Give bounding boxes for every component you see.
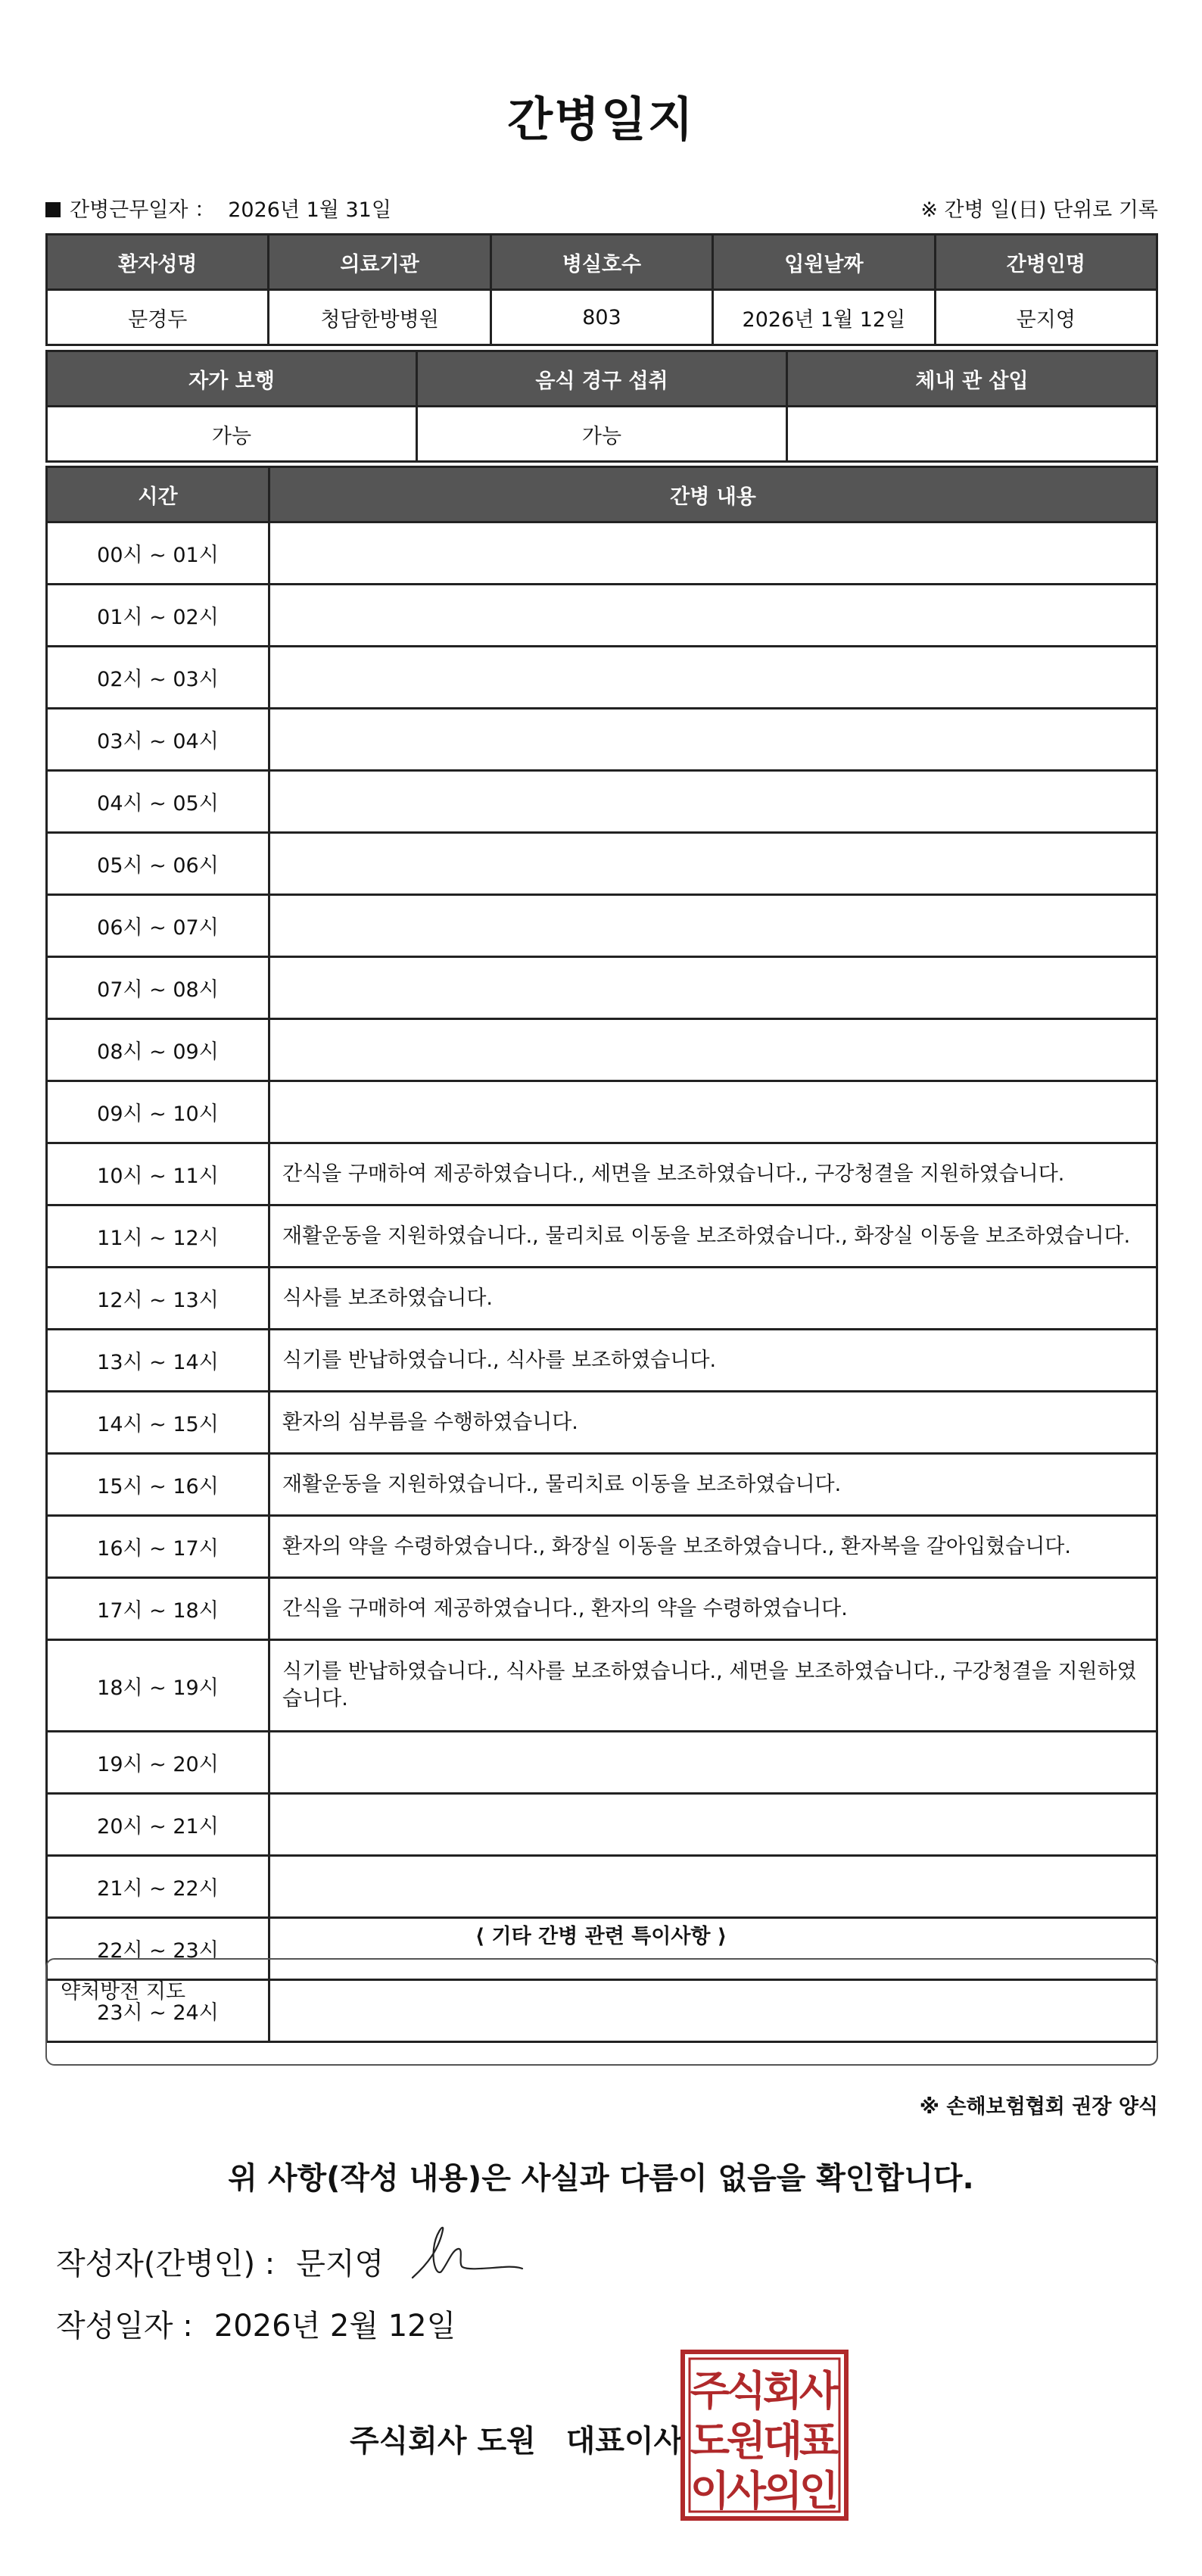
log-row	[47, 1392, 1157, 1454]
log-time: 18시 ~ 19시	[47, 1640, 269, 1732]
admission-date: 2026년 1월 12일	[713, 290, 935, 345]
company-seal-stamp	[680, 2349, 849, 2521]
patient-header-row	[47, 235, 1157, 290]
log-time: 04시 ~ 05시	[47, 771, 269, 833]
written-date-label: 작성일자 :	[56, 2309, 193, 2344]
log-row	[47, 1516, 1157, 1578]
log-content	[269, 895, 1157, 957]
walking-status: 가능	[47, 407, 417, 462]
log-content: 환자의 약을 수령하였습니다., 화장실 이동을 보조하였습니다., 환자복을 갈아입혔습니다.	[269, 1516, 1157, 1578]
log-time: 09시 ~ 10시	[47, 1081, 269, 1143]
unit-note: ※ 간병 일(日) 단위로 기록	[920, 198, 1158, 222]
log-content: 간식을 구매하여 제공하였습니다., 세면을 보조하였습니다., 구강청결을 지원하였습니다.	[269, 1143, 1157, 1205]
work-date-value: 2026년 1월 31일	[228, 198, 391, 222]
log-time: 20시 ~ 21시	[47, 1794, 269, 1856]
log-content	[269, 522, 1157, 585]
log-content	[269, 1732, 1157, 1794]
hospital-name: 청담한방병원	[269, 290, 490, 345]
log-time: 08시 ~ 09시	[47, 1019, 269, 1081]
log-row	[47, 709, 1157, 771]
writer-label: 작성자(간병인) :	[56, 2247, 276, 2281]
log-time: 07시 ~ 08시	[47, 957, 269, 1019]
log-row	[47, 1640, 1157, 1732]
header-caregiver: 간병인명	[935, 235, 1157, 290]
log-content: 식기를 반납하였습니다., 식사를 보조하였습니다.	[269, 1330, 1157, 1392]
log-time: 05시 ~ 06시	[47, 833, 269, 895]
seal-character: 회	[762, 2367, 803, 2415]
seal-character: 사	[799, 2367, 839, 2415]
log-time: 16시 ~ 17시	[47, 1516, 269, 1578]
header-room: 병실호수	[490, 235, 712, 290]
company-signature-line	[350, 2417, 683, 2460]
log-row	[47, 1330, 1157, 1392]
header-oral-intake: 음식 경구 섭취	[417, 351, 787, 407]
work-date-label: 간병근무일자 ：	[70, 198, 216, 222]
confirmation-statement: 위 사항(작성 내용)은 사실과 다름이 없음을 확인합니다.	[228, 2161, 974, 2196]
care-log-table	[45, 466, 1158, 2043]
log-time: 17시 ~ 18시	[47, 1578, 269, 1640]
log-row	[47, 1081, 1157, 1143]
log-time: 15시 ~ 16시	[47, 1454, 269, 1516]
header-admission-date: 입원날짜	[713, 235, 935, 290]
log-content	[269, 1081, 1157, 1143]
log-content	[269, 957, 1157, 1019]
tube-status	[787, 407, 1157, 462]
special-notes-title: ⟨ 기타 간병 관련 특이사항 ⟩	[475, 1925, 727, 1948]
form-source-note: ※ 손해보험협회 권장 양식	[919, 2095, 1158, 2119]
log-row	[47, 1268, 1157, 1330]
log-time: 02시 ~ 03시	[47, 647, 269, 709]
log-row	[47, 1019, 1157, 1081]
log-row	[47, 895, 1157, 957]
writer-line	[56, 2240, 384, 2283]
log-row	[47, 1794, 1157, 1856]
log-content	[269, 1019, 1157, 1081]
patient-value-row	[47, 290, 1157, 345]
seal-character: 식	[726, 2367, 767, 2415]
oral-intake-status: 가능	[417, 407, 787, 462]
log-row	[47, 647, 1157, 709]
log-content	[269, 585, 1157, 647]
log-content: 환자의 심부름을 수행하였습니다.	[269, 1392, 1157, 1454]
seal-character: 사	[726, 2467, 767, 2515]
log-row	[47, 1205, 1157, 1268]
log-time: 19시 ~ 20시	[47, 1732, 269, 1794]
log-content: 재활운동을 지원하였습니다., 물리치료 이동을 보조하였습니다.	[269, 1454, 1157, 1516]
header-patient-name: 환자성명	[47, 235, 269, 290]
log-row	[47, 957, 1157, 1019]
log-content: 식사를 보조하였습니다.	[269, 1268, 1157, 1330]
log-time: 13시 ~ 14시	[47, 1330, 269, 1392]
log-content: 식기를 반납하였습니다., 식사를 보조하였습니다., 세면을 보조하였습니다., 구강청결을 지원하였습니다.	[269, 1640, 1157, 1732]
log-time: 11시 ~ 12시	[47, 1205, 269, 1268]
header-time: 시간	[47, 467, 269, 522]
square-bullet-icon	[45, 202, 61, 217]
log-time: 06시 ~ 07시	[47, 895, 269, 957]
seal-character: 이	[690, 2467, 730, 2515]
header-tube: 체내 관 삽입	[787, 351, 1157, 407]
log-row	[47, 1856, 1157, 1918]
signature-image	[405, 2219, 526, 2287]
header-hospital: 의료기관	[269, 235, 490, 290]
log-content	[269, 647, 1157, 709]
log-row	[47, 1454, 1157, 1516]
log-time: 23시 ~ 24시	[47, 1980, 269, 2042]
header-walking: 자가 보행	[47, 351, 417, 407]
log-time: 22시 ~ 23시	[47, 1918, 269, 1980]
log-row	[47, 1732, 1157, 1794]
log-row	[47, 771, 1157, 833]
log-time: 00시 ~ 01시	[47, 522, 269, 585]
log-row	[47, 585, 1157, 647]
log-header-row	[47, 467, 1157, 522]
log-content	[269, 771, 1157, 833]
written-date-line	[56, 2302, 456, 2345]
header-care-content: 간병 내용	[269, 467, 1157, 522]
status-header-row	[47, 351, 1157, 407]
special-notes-text: 약처방전 지도	[61, 1980, 186, 2004]
written-date-value: 2026년 2월 12일	[213, 2309, 456, 2344]
log-row	[47, 1578, 1157, 1640]
log-row	[47, 833, 1157, 895]
company-representative: 대표이사	[565, 2424, 684, 2459]
work-date-line	[45, 193, 391, 223]
seal-character: 주	[690, 2367, 730, 2415]
patient-info-table	[45, 233, 1158, 346]
seal-character: 인	[799, 2467, 839, 2515]
patient-status-table	[45, 350, 1158, 463]
log-content: 간식을 구매하여 제공하였습니다., 환자의 약을 수령하였습니다.	[269, 1578, 1157, 1640]
company-name: 주식회사 도원	[350, 2424, 536, 2459]
log-time: 10시 ~ 11시	[47, 1143, 269, 1205]
log-time: 03시 ~ 04시	[47, 709, 269, 771]
log-content	[269, 1794, 1157, 1856]
log-row	[47, 1143, 1157, 1205]
page-title: 간병일지	[507, 92, 695, 147]
log-time: 01시 ~ 02시	[47, 585, 269, 647]
caregiver-name: 문지영	[935, 290, 1157, 345]
special-notes-box	[45, 1958, 1158, 2066]
seal-character: 도	[690, 2417, 730, 2465]
log-row	[47, 522, 1157, 585]
log-content	[269, 1856, 1157, 1918]
seal-character: 원	[726, 2417, 767, 2465]
seal-character: 표	[799, 2417, 839, 2465]
seal-character: 대	[762, 2417, 803, 2465]
log-content	[269, 833, 1157, 895]
log-time: 21시 ~ 22시	[47, 1856, 269, 1918]
log-time: 12시 ~ 13시	[47, 1268, 269, 1330]
status-value-row	[47, 407, 1157, 462]
log-content	[269, 709, 1157, 771]
patient-name: 문경두	[47, 290, 269, 345]
log-time: 14시 ~ 15시	[47, 1392, 269, 1454]
room-number: 803	[490, 290, 712, 345]
seal-character: 의	[762, 2467, 803, 2515]
log-content: 재활운동을 지원하였습니다., 물리치료 이동을 보조하였습니다., 화장실 이동을 보조하였습니다.	[269, 1205, 1157, 1268]
writer-name: 문지영	[296, 2247, 385, 2281]
